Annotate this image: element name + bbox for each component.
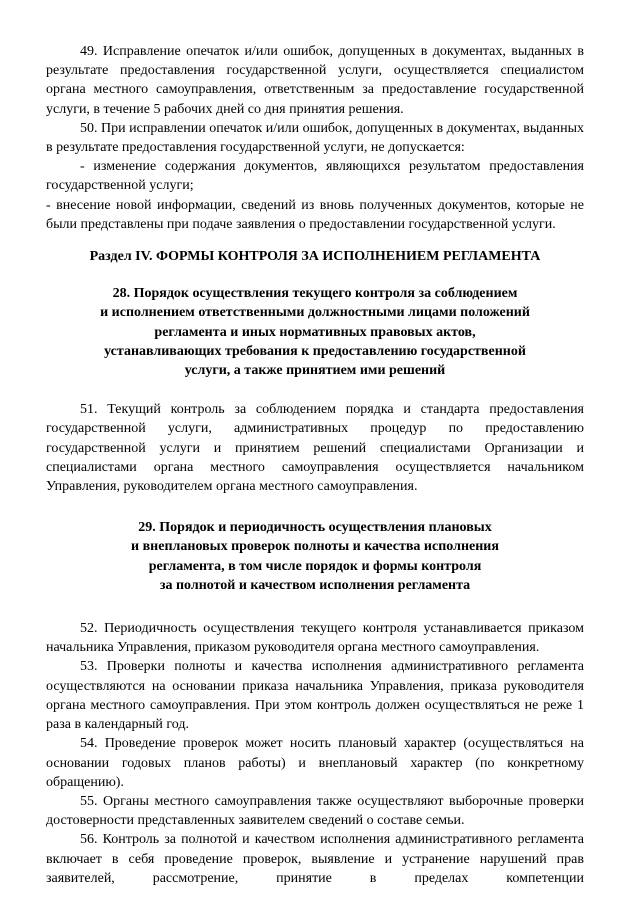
subsection-28-title-line: регламента и иных нормативных правовых актов, [154, 324, 476, 340]
subsection-29-title [46, 518, 584, 595]
list-item-new-info: - внесение новой информации, сведений из вновь полученных документов, которые не были представлены при подаче заявления о предоставлении государственной услуги. [46, 197, 584, 232]
subsection-28-title-line: устанавливающих требования к предоставлению государственной [104, 343, 526, 359]
paragraph-49: 49. Исправление опечаток и/или ошибок, допущенных в документах, выданных в результате предоставления государственной услуги, осуществляется специалистом органа местного самоуправления, ответственным за предоставление государственной услуги, в течение 5 рабочих дней со дня принятия решения. [46, 44, 584, 117]
document-page [46, 42, 584, 888]
paragraph-51: 51. Текущий контроль за соблюдением порядка и стандарта предоставления государственной услуги, административных процедур по предоставлению государственной услуги и принятием решений специалистами Организации и специалистами органа местного самоуправления осуществляется начальником Управления, руководителем органа местного самоуправления. [46, 402, 584, 495]
subsection-29-title-line: и внеплановых проверок полноты и качества исполнения [131, 539, 499, 555]
paragraph-54: 54. Проведение проверок может носить плановый характер (осуществляться на основании годовых планов работы) и внеплановый характер (по конкретному обращению). [46, 736, 584, 790]
spacer [46, 380, 584, 400]
paragraph-53: 53. Проверки полноты и качества исполнения административного регламента осуществляются на основании приказа начальника Управления, приказа руководителя органа местного самоуправления. При этом контроль должен осуществляться не реже 1 раза в календарный год. [46, 659, 584, 733]
subsection-29-title-line: 29. Порядок и периодичность осуществления плановых [138, 520, 492, 536]
subsection-28-title-line: и исполнением ответственными должностными лицами положений [100, 305, 530, 321]
subsection-28-title-line: услуги, а также принятием ими решений [184, 363, 446, 379]
subsection-28-title-line: 28. Порядок осуществления текущего контроля за соблюдением [112, 286, 518, 302]
section-title: Раздел IV. ФОРМЫ КОНТРОЛЯ ЗА ИСПОЛНЕНИЕМ РЕГЛАМЕНТА [89, 249, 541, 265]
spacer [46, 595, 584, 619]
paragraph-56: 56. Контроль за полнотой и качеством исполнения административного регламента включает в себя проведение проверок, выявление и устранение нарушений прав заявителей, рассмотрение, принятие в пределах компетенции [46, 832, 584, 886]
subsection-29-title-line: регламента, в том числе порядок и формы контроля [148, 558, 482, 574]
subsection-29-title-line: за полнотой и качеством исполнения регламента [159, 577, 471, 593]
paragraph-50: 50. При исправлении опечаток и/или ошибок, допущенных в документах, выданных в результате предоставления государственной услуги, не допускается: [46, 120, 584, 156]
paragraph-55: 55. Органы местного самоуправления также осуществляют выборочные проверки достоверности представленных заявителем сведений о составе семьи. [46, 793, 584, 829]
list-item-change-content: - изменение содержания документов, являющихся результатом предоставления государственной услуги; [46, 159, 584, 194]
subsection-28-title [46, 284, 584, 380]
paragraph-52: 52. Периодичность осуществления текущего контроля устанавливается приказом начальника Управления, приказом руководителя органа местного самоуправления. [46, 621, 584, 656]
